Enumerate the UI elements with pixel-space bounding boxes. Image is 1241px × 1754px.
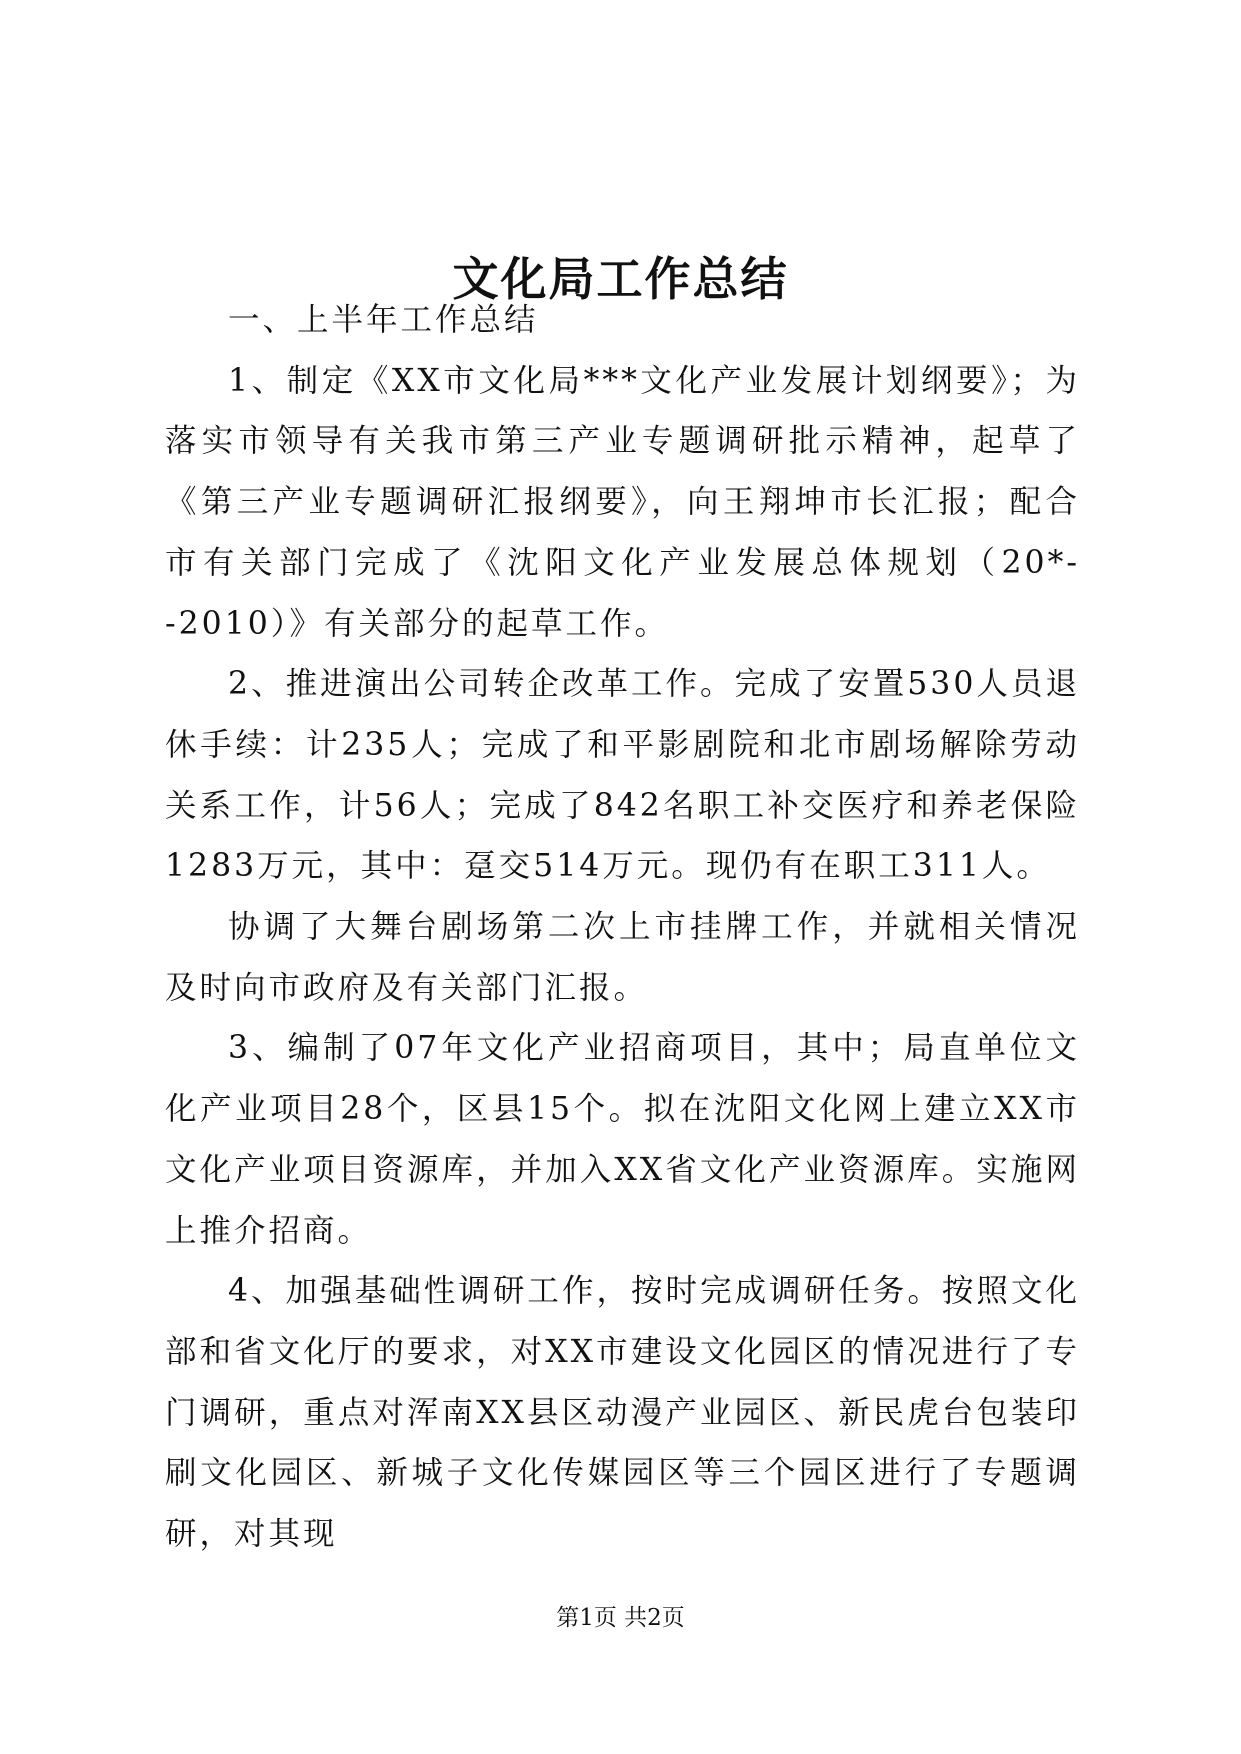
document-body [165, 290, 1080, 1565]
document-title: 文化局工作总结 [452, 251, 789, 306]
paragraph-item-3: 3、编制了07年文化产业招商项目，其中；局直单位文化产业项目28个，区县15个。拟在沈阳文化网上建立XX市文化产业项目资源库，并加入XX省文化产业资源库。实施网上推介招商。 [165, 1030, 1080, 1249]
paragraph-item-1: 1、制定《XX市文化局***文化产业发展计划纲要》；为落实市领导有关我市第三产业专题调研批示精神，起草了《第三产业专题调研汇报纲要》，向王翔坤市长汇报；配合市有关部门完成了《沈阳文化产业发展总体规划（20*--2010）》有关部分的起草工作。 [165, 362, 1080, 642]
paragraph-item-2: 2、推进演出公司转企改革工作。完成了安置530人员退休手续：计235人；完成了和平影剧院和北市剧场解除劳动关系工作，计56人；完成了842名职工补交医疗和养老保险1283万元，其中：趸交514万元。现仍有在职工311人。 [165, 666, 1080, 885]
page-footer: 第1页 共2页 [556, 1605, 685, 1631]
paragraph-coordination: 协调了大舞台剧场第二次上市挂牌工作，并就相关情况及时向市政府及有关部门汇报。 [165, 909, 1080, 1006]
paragraph-item-4: 4、加强基础性调研工作，按时完成调研任务。按照文化部和省文化厅的要求，对XX市建设文化园区的情况进行了专门调研，重点对浑南XX县区动漫产业园区、新民虎台包装印刷文化园区、新城子文化传媒园区等三个园区进行了专题调研，对其现 [165, 1273, 1080, 1553]
section-heading: 一、上半年工作总结 [228, 302, 539, 338]
